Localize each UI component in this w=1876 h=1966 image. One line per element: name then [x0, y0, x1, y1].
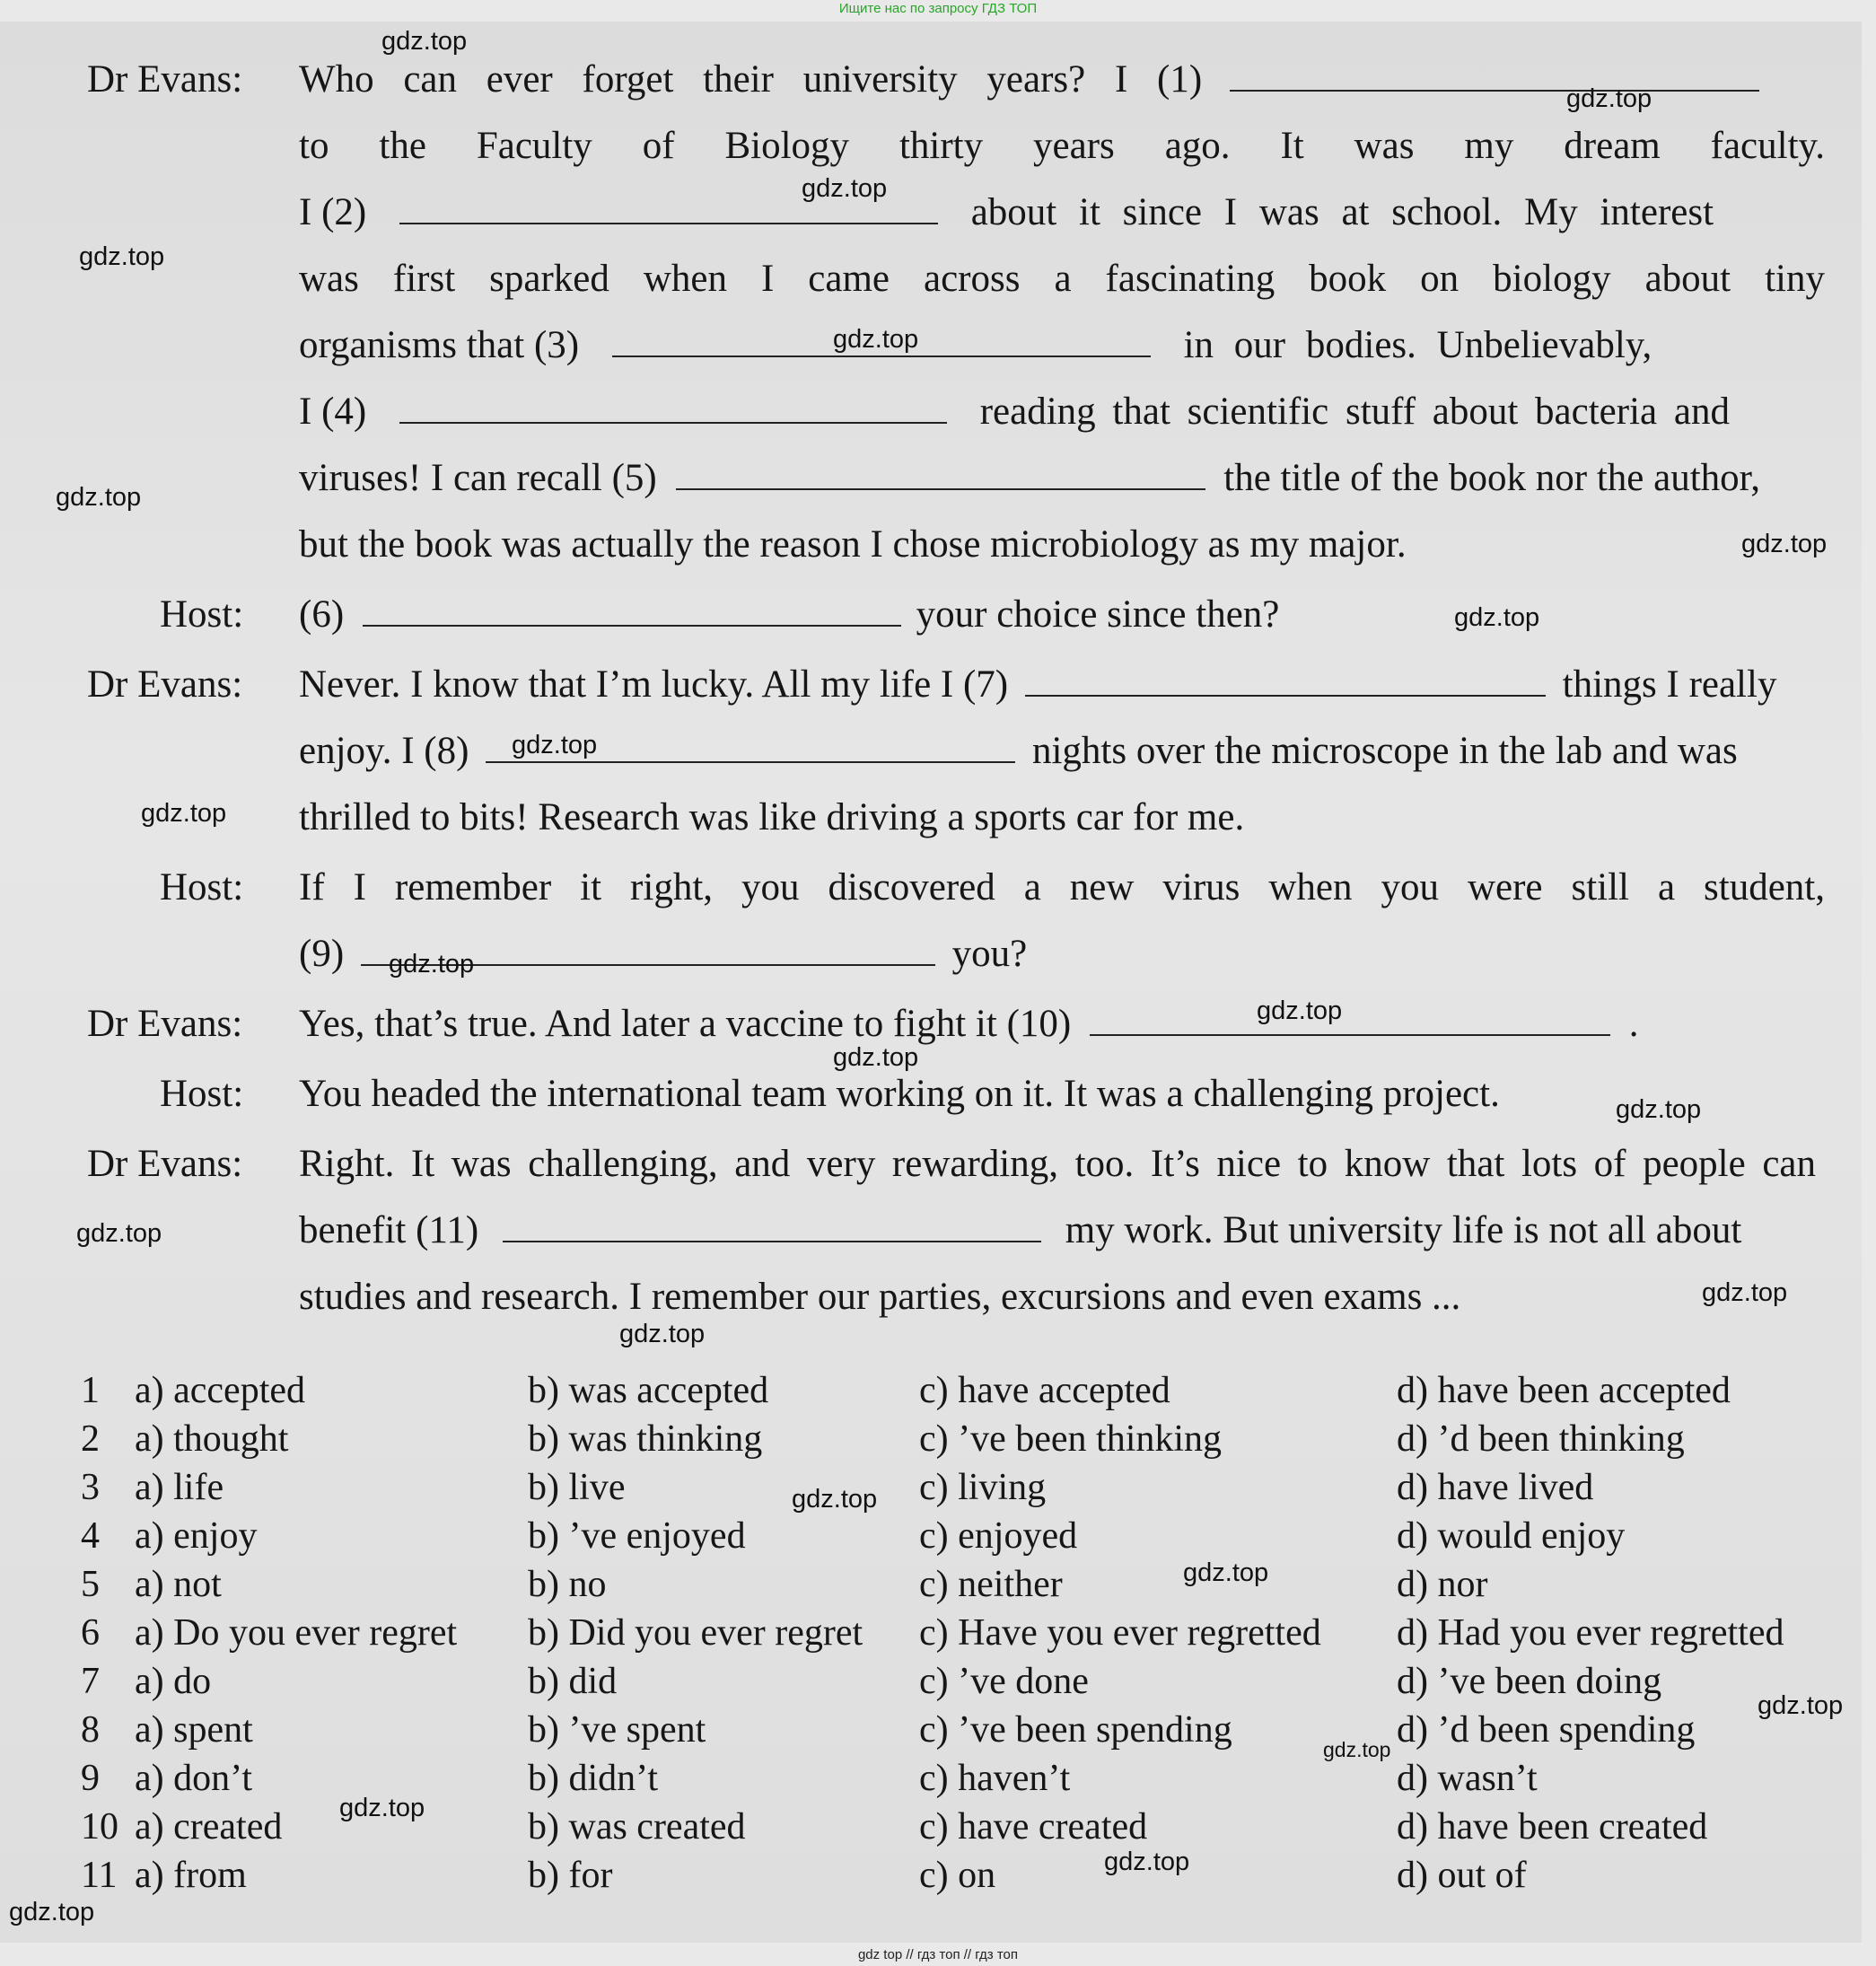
- watermark: gdz.top: [79, 242, 165, 271]
- answer-blank-11[interactable]: [503, 1208, 1041, 1242]
- dialogue-text: you?: [951, 933, 1028, 975]
- option-d[interactable]: d) would enjoy: [1397, 1515, 1626, 1557]
- answer-blank-6[interactable]: [363, 592, 901, 627]
- speaker-label: Dr Evans:: [87, 58, 243, 101]
- option-c[interactable]: c) have accepted: [919, 1370, 1170, 1411]
- dialogue-text: (6): [299, 593, 345, 636]
- option-c[interactable]: c) living: [919, 1467, 1047, 1508]
- dialogue-line: [299, 57, 1759, 102]
- option-c[interactable]: c) ’ve done: [919, 1661, 1089, 1702]
- watermark: gdz.top: [1323, 1738, 1391, 1761]
- option-a[interactable]: a) don’t: [135, 1758, 253, 1799]
- answer-blank-5[interactable]: [676, 456, 1205, 490]
- speaker-label: Dr Evans:: [87, 1003, 243, 1045]
- dialogue-line: [299, 390, 1730, 434]
- option-c[interactable]: c) enjoyed: [919, 1515, 1078, 1557]
- speaker-label: Host:: [160, 866, 244, 908]
- answer-blank-10[interactable]: [1090, 1002, 1610, 1036]
- option-d[interactable]: d) ’d been spending: [1397, 1709, 1696, 1751]
- option-b[interactable]: b) ’ve spent: [528, 1709, 706, 1751]
- dialogue-line: was first sparked when I came across a fascinating book on biology about tiny: [299, 258, 1825, 300]
- watermark: gdz.top: [512, 731, 598, 759]
- option-b[interactable]: b) no: [528, 1564, 607, 1605]
- dialogue-text: about it since I was at school. My interest: [970, 191, 1714, 233]
- option-b[interactable]: b) was thinking: [528, 1418, 763, 1460]
- dialogue-text: your choice since then?: [916, 593, 1280, 636]
- dialogue-text: enjoy. I (8): [299, 730, 469, 772]
- option-a[interactable]: a) Do you ever regret: [135, 1612, 458, 1654]
- dialogue-text: I (4): [299, 391, 367, 433]
- option-b[interactable]: b) was created: [528, 1806, 746, 1848]
- dialogue-text: reading that scientific stuff about bacteria and: [979, 391, 1730, 433]
- watermark: gdz.top: [1616, 1095, 1702, 1124]
- watermark: gdz.top: [1257, 996, 1343, 1025]
- option-a[interactable]: a) life: [135, 1467, 224, 1508]
- option-b[interactable]: b) did: [528, 1661, 618, 1702]
- option-c[interactable]: c) haven’t: [919, 1758, 1071, 1799]
- speaker-label: Host:: [160, 593, 244, 636]
- watermark: gdz.top: [1566, 84, 1652, 113]
- option-number: 9: [81, 1758, 100, 1799]
- option-c[interactable]: c) Have you ever regretted: [919, 1612, 1321, 1654]
- option-a[interactable]: a) thought: [135, 1418, 289, 1460]
- watermark: gdz.top: [792, 1485, 878, 1514]
- option-number: 10: [81, 1806, 118, 1848]
- dialogue-text: Who can ever forget their university years? I (1): [299, 58, 1203, 101]
- dialogue-line: studies and research. I remember our parties, excursions and even exams ...: [299, 1276, 1461, 1318]
- option-number: 6: [81, 1612, 100, 1654]
- option-number: 8: [81, 1709, 100, 1751]
- watermark: gdz.top: [833, 325, 919, 354]
- dialogue-line: If I remember it right, you discovered a new virus when you were still a student,: [299, 866, 1825, 908]
- answer-blank-7[interactable]: [1025, 663, 1546, 697]
- dialogue-line: [299, 1002, 1638, 1047]
- watermark: gdz.top: [1454, 603, 1540, 632]
- dialogue-text: the title of the book nor the author,: [1223, 457, 1760, 499]
- option-d[interactable]: d) ’d been thinking: [1397, 1418, 1685, 1460]
- dialogue-text: benefit (11): [299, 1209, 479, 1251]
- watermark: gdz.top: [619, 1320, 706, 1348]
- dialogue-line: [299, 1208, 1741, 1253]
- watermark: gdz.top: [802, 174, 888, 203]
- option-c[interactable]: c) on: [919, 1855, 996, 1896]
- dialogue-line: to the Faculty of Biology thirty years ago. It was my dream faculty.: [299, 125, 1825, 167]
- option-a[interactable]: a) created: [135, 1806, 283, 1848]
- dialogue-text: (9): [299, 933, 345, 975]
- option-b[interactable]: b) Did you ever regret: [528, 1612, 863, 1654]
- dialogue-text: organisms that (3): [299, 324, 580, 366]
- watermark: gdz.top: [56, 483, 142, 512]
- dialogue-line: [299, 456, 1760, 501]
- option-b[interactable]: b) ’ve enjoyed: [528, 1515, 746, 1557]
- dialogue-line: [299, 190, 1714, 235]
- dialogue-line: [299, 323, 1652, 368]
- dialogue-line: You headed the international team working on it. It was a challenging project.: [299, 1073, 1500, 1115]
- dialogue-text: .: [1628, 1003, 1639, 1045]
- option-c[interactable]: c) ’ve been spending: [919, 1709, 1232, 1751]
- watermark: gdz.top: [1741, 530, 1828, 558]
- watermark: gdz.top: [1702, 1278, 1788, 1307]
- bottom-banner: gdz top // гдз топ // гдз топ: [857, 1947, 1019, 1962]
- option-b[interactable]: b) for: [528, 1855, 613, 1896]
- option-number: 2: [81, 1418, 100, 1460]
- watermark: gdz.top: [339, 1794, 425, 1822]
- speaker-label: Host:: [160, 1073, 244, 1115]
- dialogue-text: I (2): [299, 191, 367, 233]
- dialogue-text: viruses! I can recall (5): [299, 457, 657, 499]
- option-a[interactable]: a) do: [135, 1661, 212, 1702]
- option-a[interactable]: a) accepted: [135, 1370, 306, 1411]
- option-a[interactable]: a) spent: [135, 1709, 253, 1751]
- option-d[interactable]: d) have lived: [1397, 1467, 1594, 1508]
- option-b[interactable]: b) was accepted: [528, 1370, 769, 1411]
- watermark: gdz.top: [9, 1898, 95, 1927]
- speaker-label: Dr Evans:: [87, 663, 243, 706]
- option-number: 5: [81, 1564, 100, 1605]
- watermark: gdz.top: [389, 950, 475, 979]
- dialogue-line: [299, 663, 1776, 707]
- option-a[interactable]: a) enjoy: [135, 1515, 258, 1557]
- textbook-page: [0, 22, 1862, 1943]
- option-c[interactable]: c) ’ve been thinking: [919, 1418, 1223, 1460]
- option-d[interactable]: d) nor: [1397, 1564, 1488, 1605]
- option-a[interactable]: a) from: [135, 1855, 247, 1896]
- dialogue-text: nights over the microscope in the lab and was: [1031, 730, 1738, 772]
- watermark: gdz.top: [141, 799, 227, 828]
- dialogue-text: in our bodies. Unbelievably,: [1183, 324, 1652, 366]
- option-d[interactable]: d) out of: [1397, 1855, 1527, 1896]
- watermark: gdz.top: [76, 1219, 162, 1248]
- dialogue-line: Right. It was challenging, and very rewarding, too. It’s nice to know that lots of people can: [299, 1143, 1816, 1185]
- option-d[interactable]: d) Had you ever regretted: [1397, 1612, 1784, 1654]
- dialogue-text: Never. I know that I’m lucky. All my life I (7): [299, 663, 1009, 706]
- option-number: 11: [81, 1855, 118, 1896]
- dialogue-text: my work. But university life is not all about: [1065, 1209, 1742, 1251]
- option-number: 1: [81, 1370, 100, 1411]
- speaker-label: Dr Evans:: [87, 1143, 243, 1185]
- watermark: gdz.top: [381, 27, 468, 56]
- answer-blank-4[interactable]: [399, 390, 947, 424]
- option-d[interactable]: d) have been created: [1397, 1806, 1708, 1848]
- dialogue-line: thrilled to bits! Research was like driving a sports car for me.: [299, 796, 1245, 838]
- watermark: gdz.top: [833, 1043, 919, 1072]
- option-number: 4: [81, 1515, 100, 1557]
- dialogue-line: but the book was actually the reason I chose microbiology as my major.: [299, 523, 1407, 566]
- watermark: gdz.top: [1183, 1558, 1269, 1587]
- dialogue-line: [299, 592, 1279, 637]
- option-d[interactable]: d) have been accepted: [1397, 1370, 1731, 1411]
- option-number: 3: [81, 1467, 100, 1508]
- dialogue-text: Yes, that’s true. And later a vaccine to fight it (10): [299, 1003, 1072, 1045]
- option-b[interactable]: b) didn’t: [528, 1758, 659, 1799]
- option-d[interactable]: d) wasn’t: [1397, 1758, 1538, 1799]
- watermark: gdz.top: [1758, 1691, 1844, 1720]
- option-b[interactable]: b) live: [528, 1467, 626, 1508]
- watermark: gdz.top: [1104, 1848, 1190, 1876]
- option-a[interactable]: a) not: [135, 1564, 222, 1605]
- option-d[interactable]: d) ’ve been doing: [1397, 1661, 1662, 1702]
- top-banner[interactable]: Ищите нас по запросу ГДЗ ТОП: [838, 1, 1038, 16]
- option-c[interactable]: c) have created: [919, 1806, 1148, 1848]
- answer-blank-1[interactable]: [1230, 57, 1759, 92]
- option-number: 7: [81, 1661, 100, 1702]
- dialogue-text: things I really: [1562, 663, 1777, 706]
- option-c[interactable]: c) neither: [919, 1564, 1063, 1605]
